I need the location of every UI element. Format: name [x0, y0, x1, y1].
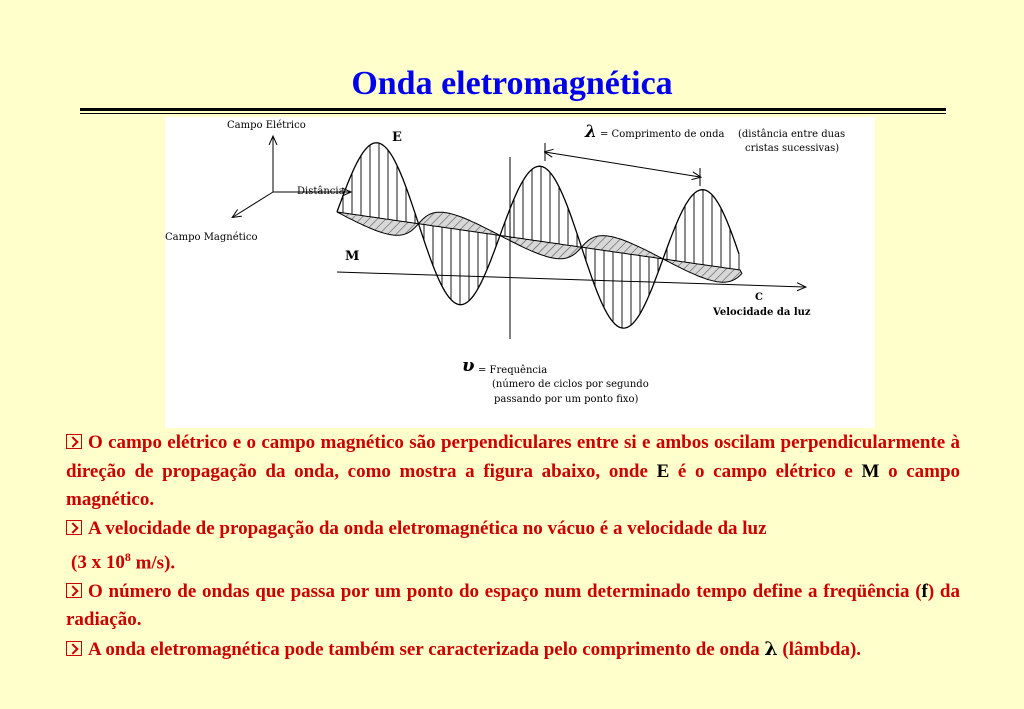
bullet-1-e: E — [656, 460, 670, 482]
axis-up-label: Campo Elétrico — [227, 120, 306, 131]
bullet-3-text: O número de ondas que passa por um ponto do espaço num determinado tempo define a freqüência ( — [88, 580, 922, 602]
bullet-4-text: A onda eletromagnética pode também ser caracterizada pelo comprimento de onda — [88, 638, 760, 660]
explanation-text — [66, 429, 960, 664]
c-label: C — [755, 292, 763, 303]
bullet-2-text: A velocidade de propagação da onda eletromagnética no vácuo é a velocidade da luz — [88, 517, 767, 539]
wavelength-dimension — [545, 152, 700, 177]
axis-icon — [233, 137, 350, 217]
title-divider-thin — [80, 113, 946, 114]
speed-label: Velocidade da luz — [713, 307, 811, 318]
bullet-1-mid: é o campo elétrico e — [677, 460, 853, 482]
axis-left-label: Campo Magnético — [165, 232, 258, 243]
frequency-label: = Frequência — [478, 365, 548, 376]
bullet-4-lambda: λ — [764, 637, 778, 660]
light-speed-exponent: 8 — [124, 550, 131, 564]
bullet-arrow-icon — [66, 641, 82, 656]
nu-symbol: υ — [462, 355, 475, 376]
bullet-arrow-icon — [66, 434, 82, 449]
title-divider — [80, 108, 946, 111]
bullet-1-m: M — [861, 460, 880, 482]
bullet-4-end: (lâmbda). — [782, 638, 862, 660]
page-title: Onda eletromagnética — [351, 65, 673, 102]
em-wave-diagram — [165, 117, 875, 428]
frequency-note-1: (número de ciclos por segundo — [492, 379, 649, 390]
m-field-surface — [337, 212, 742, 282]
bullet-3 — [66, 578, 960, 635]
light-speed-base: (3 x 10 — [71, 552, 125, 574]
m-label: M — [345, 249, 360, 264]
bullet-3-f: f — [921, 580, 928, 602]
axis-right-label: Distância — [297, 186, 345, 197]
bullet-1 — [66, 429, 960, 515]
bullet-2 — [66, 515, 960, 578]
wavelength-label: = Comprimento de onda — [600, 129, 725, 140]
magnetic-field-wave — [337, 212, 742, 282]
bullet-arrow-icon — [66, 520, 82, 535]
bullet-4 — [66, 635, 960, 665]
em-wave-figure — [165, 117, 875, 428]
bullet-arrow-icon — [66, 583, 82, 598]
e-label: E — [392, 130, 402, 145]
light-speed-units: m/s). — [135, 552, 176, 574]
frequency-note-2: passando por um ponto fixo) — [494, 394, 639, 405]
bullet-1-text: O campo elétrico e o campo magnético são perpendiculares entre si e ambos oscilam perpendicularmente à direção de propagação da onda, como mostra a figura abaixo, onde — [66, 432, 960, 482]
wavelength-note-1: (distância entre duas — [738, 129, 846, 140]
bullet-3-end: ) da radiação. — [66, 580, 961, 631]
lambda-symbol: λ — [585, 122, 597, 142]
bullet-1-end: o campo magnético. — [66, 460, 961, 510]
wavelength-note-2: cristas sucessivas) — [745, 143, 840, 154]
